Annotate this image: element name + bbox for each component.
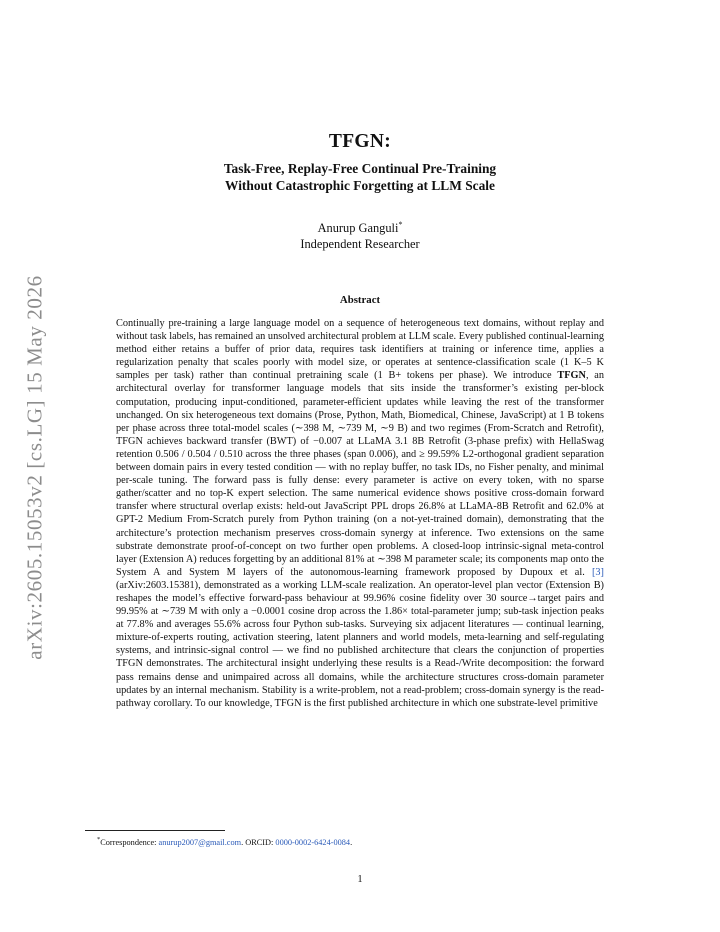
- paper-title: TFGN:: [328, 131, 392, 152]
- email-link[interactable]: anurup2007@gmail.com: [158, 837, 242, 847]
- footnote-divider: [85, 830, 225, 831]
- arxiv-identifier-stamp: [20, 257, 50, 677]
- arxiv-identifier-text: arXiv:2605.15053v2 [cs.LG] 15 May 2026: [22, 274, 47, 660]
- footnote: [97, 834, 637, 848]
- author-affiliation: Independent Researcher: [300, 237, 420, 252]
- footnote-mark: *: [97, 836, 101, 843]
- abstract-text-part-1: Continually pre-training a large language model on a sequence of heterogeneous text domains, without replay and without task labels, has remained an unsolved architectural problem at LLM scale. Every published continual-learning method either retains a buffer of prior data, requires task identifiers at training or inference time, applies a regularization penalty that scales poorly with model size, or operates at sentence-classification scale (1 K–5 K samples per task) rather than continual pretraining scale (1 B+ tokens per phase). We introduce: [116, 318, 604, 382]
- subtitle-line-2: Without Catastrophic Forgetting at LLM Scale: [225, 178, 495, 193]
- abstract-text-part-2: , an architectural overlay for transformer language models that sits inside the transformer’s existing per-block computation, producing input-conditioned, parameter-efficient updates while leaving the rest of the transformer unchanged. On six heterogeneous text domains (Prose, Python, Math, Biomedical, Chinese, JavaScript) at 1 B tokens per phase across three total-model scales (∼398 M, ∼739 M, ∼9 B) and two regimes (From-Scratch and Retrofit), TFGN achieves backward transfer (BWT) of −0.007 at LLaMA 3.1 8B Retrofit (3-phase prefix) with HellaSwag retention 0.506 / 0.504 / 0.510 across the three phases (span 0.006), and ≥ 99.59% L2-orthogonal gradient separation between domain pairs in every tested condition — with no replay buffer, no task IDs, no Fisher penalty, and minimal per-scale tuning. The forward pass is fully dense: every parameter is active on every token, with no sparse gather/scatter and no top-K expert selection. The same numerical evidence shows positive cross-domain forward transfer where structural overlap exists: held-out JavaScript PPL drops 26.8% at LLaMA-8B Retrofit and 62.0% at GPT-2 Medium From-Scratch purely from Python training (on a not-yet-trained domain), demonstrating that the architecture’s protection mechanism preserves cross-domain synergy at inference. Two extensions on the same substrate demonstrate proof-of-concept on two further open problems. A closed-loop intrinsic-signal meta-control layer (Extension A) reduces forgetting by an additional 81% at ∼398 M parameter scale; its components map onto the System A and System M layers of the autonomous-learning framework proposed by Dupoux et al.: [116, 370, 604, 578]
- footnote-label: Correspondence:: [100, 837, 159, 847]
- author-line: [0, 217, 720, 236]
- abstract-method-name: TFGN: [557, 370, 586, 382]
- abstract-body: [116, 317, 604, 710]
- footnote-end: .: [350, 837, 353, 847]
- orcid-link[interactable]: 0000-0002-6424-0084: [275, 837, 351, 847]
- author-name: Anurup Ganguli: [317, 221, 399, 236]
- citation-link[interactable]: [3]: [591, 566, 604, 578]
- author-footnote-mark: *: [398, 220, 403, 229]
- abstract-heading: Abstract: [339, 294, 381, 306]
- abstract-text-part-3: (arXiv:2603.15381), demonstrated as a working LLM-scale realization. An operator-level plan vector (Extension B) reshapes the model’s effective forward-pass behaviour at 99.96% cosine fidelity over 30 source→target pairs and 99.95% at ∼739 M with only a −0.0001 cosine drop across the 1.86× total-parameter jump; sub-task injection peaks at 77.8% and averages 55.6% across four Python sub-tasks. Surveying six adjacent literatures — continual learning, mixture-of-experts routing, activation steering, latent planners and world models, meta-learning and self-regulating systems, and intrinsic-signal control — we find no published architecture that clears the conjunction of properties TFGN demonstrates. The architectural insight underlying these results is a Read-/Write decomposition: the forward pass remains dense and unimpaired across all domains, while the architecture structures cross-domain parameter updates by an internal mechanism. Stability is a write-problem, not a read-problem; cross-domain synergy is the read-pathway corollary. To our knowledge, TFGN is the first published architecture in which one substrate-level primitive: [116, 579, 604, 709]
- author-block: [0, 217, 720, 252]
- subtitle-line-1: Task-Free, Replay-Free Continual Pre-Training: [223, 161, 497, 176]
- orcid-label: . ORCID:: [241, 837, 276, 847]
- page-number: 1: [357, 874, 363, 885]
- paper-subtitle: [0, 160, 720, 194]
